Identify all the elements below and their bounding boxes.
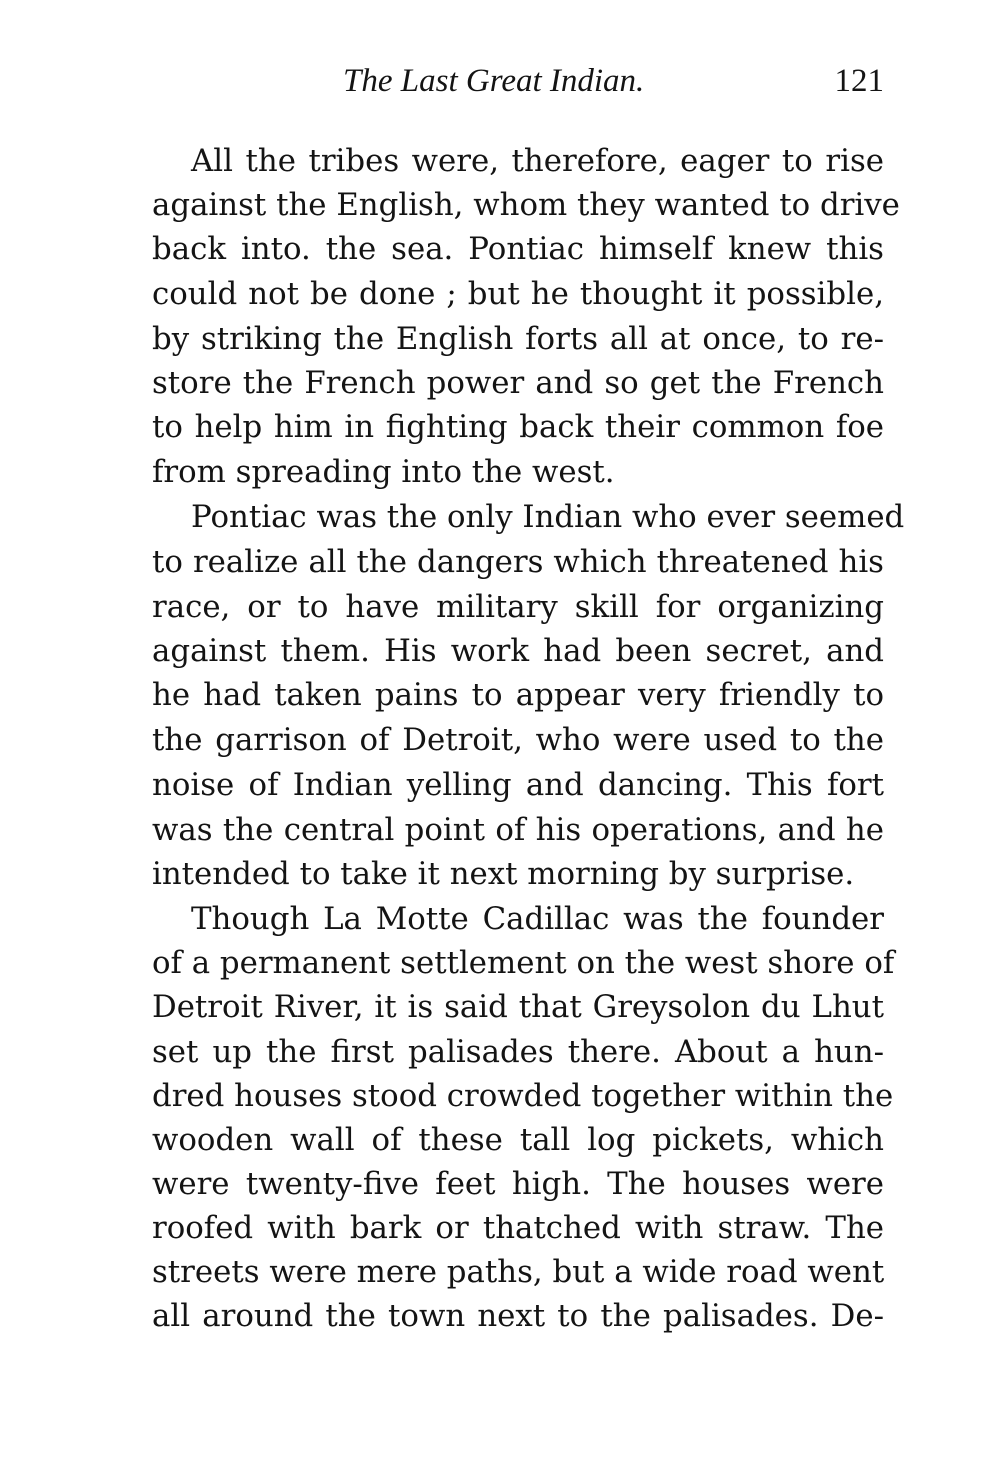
running-title: The Last Great Indian.	[343, 63, 645, 99]
text-line: set up the first palisades there. About a hun-	[152, 1034, 884, 1070]
page-number: 121	[834, 63, 884, 99]
text-line: roofed with bark or thatched with straw. The	[152, 1210, 884, 1246]
text-line: by striking the English forts all at once, to re-	[152, 321, 884, 357]
text-line: streets were mere paths, but a wide road went	[152, 1254, 885, 1290]
text-line: he had taken pains to appear very friendly to	[152, 677, 884, 713]
text-line: could not be done ; but he thought it possible,	[152, 276, 884, 312]
running-head	[152, 58, 884, 104]
text-line: All the tribes were, therefore, eager to rise	[191, 143, 884, 179]
text-line: was the central point of his operations, and he	[152, 812, 884, 848]
text-line: store the French power and so get the French	[152, 365, 884, 401]
text-line: intended to take it next morning by surprise.	[152, 856, 855, 892]
text-line: were twenty-five feet high. The houses were	[152, 1166, 884, 1202]
text-line: back into. the sea. Pontiac himself knew this	[152, 231, 884, 267]
text-line: noise of Indian yelling and dancing. This fort	[152, 767, 884, 803]
text-line: Though La Motte Cadillac was the founder	[191, 901, 884, 937]
text-line: to help him in fighting back their common foe	[152, 409, 884, 445]
text-line: from spreading into the west.	[152, 454, 615, 490]
text-line: against them. His work had been secret, and	[152, 633, 884, 669]
text-line: race, or to have military skill for organizing	[152, 589, 884, 625]
text-line: of a permanent settlement on the west shore of	[152, 945, 895, 981]
text-line: Detroit River, it is said that Greysolon du Lhut	[152, 989, 884, 1025]
text-line: against the English, whom they wanted to drive	[152, 187, 900, 223]
text-line: dred houses stood crowded together within the	[152, 1078, 894, 1114]
text-line: all around the town next to the palisades. De-	[152, 1298, 884, 1334]
text-line: Pontiac was the only Indian who ever seemed	[191, 499, 905, 535]
text-line: to realize all the dangers which threatened his	[152, 544, 884, 580]
text-line: wooden wall of these tall log pickets, which	[152, 1122, 884, 1158]
text-line: the garrison of Detroit, who were used to the	[152, 722, 884, 758]
